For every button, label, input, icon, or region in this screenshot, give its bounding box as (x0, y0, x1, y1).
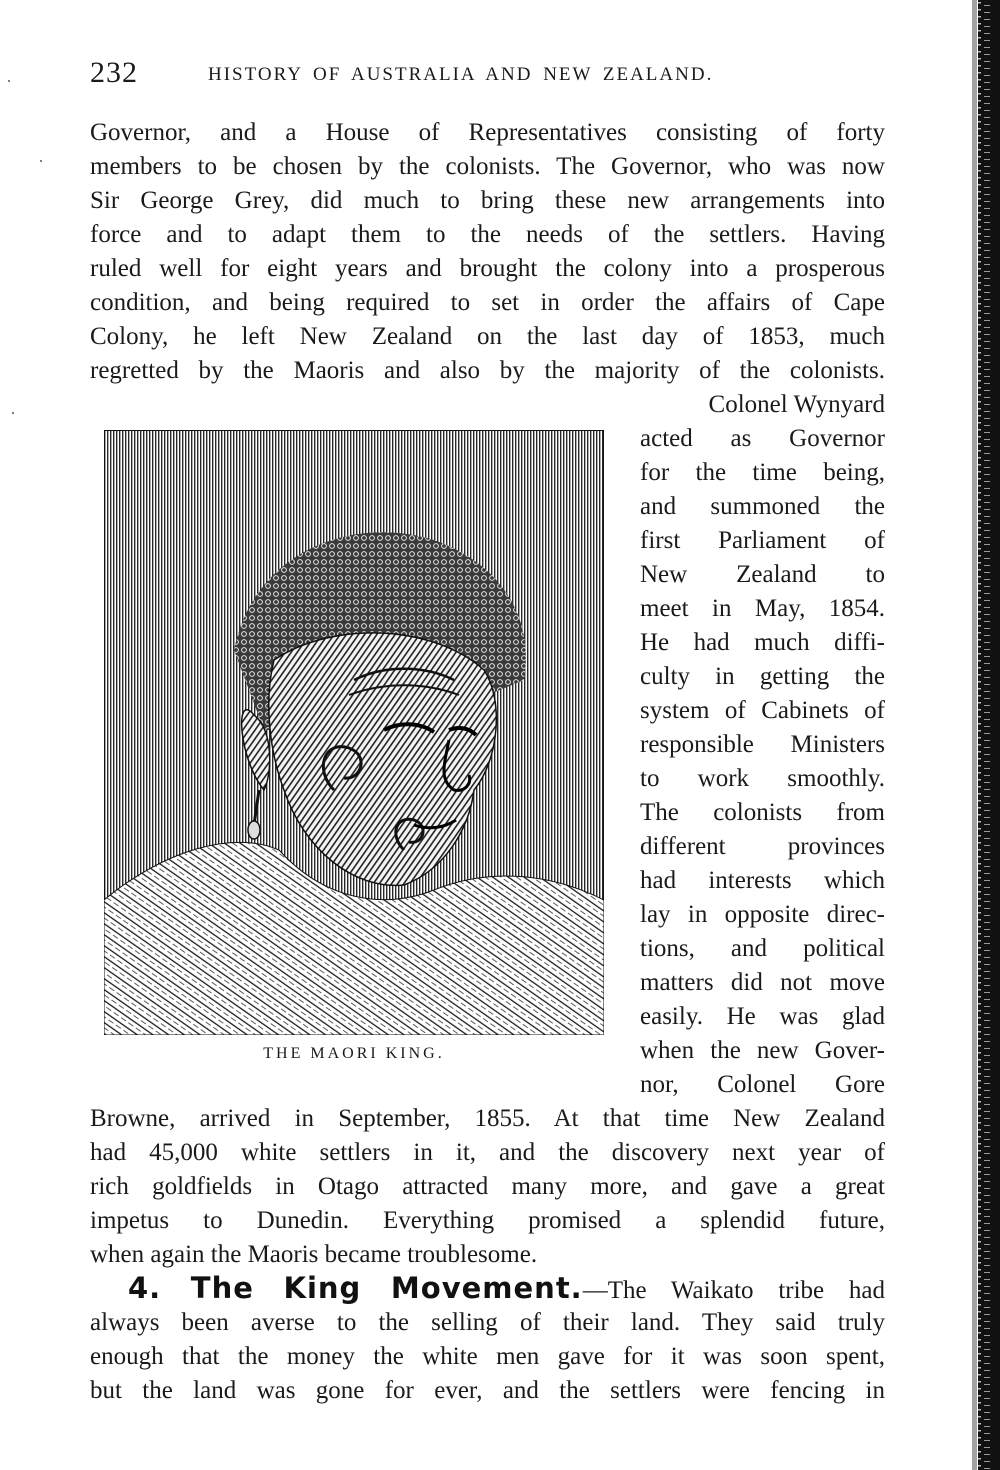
column-line: had interests which (640, 867, 885, 894)
column-line: easily. He was glad (640, 1003, 885, 1030)
column-line: acted as Governor (640, 425, 885, 452)
paragraph-line: but the land was gone for ever, and the settlers were fencing in (90, 1377, 885, 1404)
paragraph-line: Browne, arrived in September, 1855. At that time New Zealand (90, 1105, 885, 1132)
paragraph-line: condition, and being required to set in order the affairs of Cape (90, 289, 885, 316)
column-line: to work smoothly. (640, 765, 885, 792)
column-line: matters did not move (640, 969, 885, 996)
column-line: The colonists from (640, 799, 885, 826)
page-edge-strip (970, 0, 1000, 1470)
column-line: first Parliament of (640, 527, 885, 554)
column-line: and summoned the (640, 493, 885, 520)
column-line: when the new Gover- (640, 1037, 885, 1064)
figure-caption: THE MAORI KING. (263, 1045, 445, 1062)
paragraph-line: regretted by the Maoris and also by the majority of the colonists. (90, 357, 885, 384)
paragraph-line: force and to adapt them to the needs of the settlers. Having (90, 221, 885, 248)
column-line: He had much diffi- (640, 629, 885, 656)
page-number: 232 (90, 56, 138, 89)
paragraph-line: rich goldfields in Otago attracted many more, and gave a great (90, 1173, 885, 1200)
paragraph-line: impetus to Dunedin. Everything promised a splendid future, (90, 1207, 885, 1234)
section-first-line: —The Waikato tribe had (582, 1277, 885, 1304)
paragraph-line: Governor, and a House of Representatives consisting of forty (90, 119, 885, 146)
figure (104, 430, 604, 1035)
paragraph-line: had 45,000 white settlers in it, and the discovery next year of (90, 1139, 885, 1166)
column-line: New Zealand to (640, 561, 885, 588)
paragraph-line: enough that the money the white men gave for it was soon spent, (90, 1343, 885, 1370)
paragraph-line: Sir George Grey, did much to bring these new arrangements into (90, 187, 885, 214)
column-line: culty in getting the (640, 663, 885, 690)
section-heading: 4. The King Movement. (128, 1271, 583, 1305)
scan-speck (12, 412, 14, 414)
column-line: meet in May, 1854. (640, 595, 885, 622)
column-line: Colonel Wynyard (708, 391, 885, 418)
column-line: tions, and political (640, 935, 885, 962)
running-head (90, 56, 890, 96)
scan-speck (40, 160, 42, 162)
column-line: responsible Ministers (640, 731, 885, 758)
paragraph-line: ruled well for eight years and brought the colony into a prosperous (90, 255, 885, 282)
section-heading-line (90, 1268, 885, 1308)
column-line: different provinces (640, 833, 885, 860)
paragraph-line: when again the Maoris became troublesome. (90, 1241, 538, 1268)
engraved-portrait-icon (104, 430, 604, 1035)
column-line: nor, Colonel Gore (640, 1071, 885, 1098)
paragraph-line: Colony, he left New Zealand on the last day of 1853, much (90, 323, 885, 350)
scan-speck (8, 80, 10, 82)
paragraph-line: always been averse to the selling of their land. They said truly (90, 1309, 885, 1336)
column-line: system of Cabinets of (640, 697, 885, 724)
running-title: HISTORY OF AUSTRALIA AND NEW ZEALAND. (208, 64, 714, 85)
paragraph-line: members to be chosen by the colonists. The Governor, who was now (90, 153, 885, 180)
column-line: for the time being, (640, 459, 885, 486)
column-line: lay in opposite direc- (640, 901, 885, 928)
